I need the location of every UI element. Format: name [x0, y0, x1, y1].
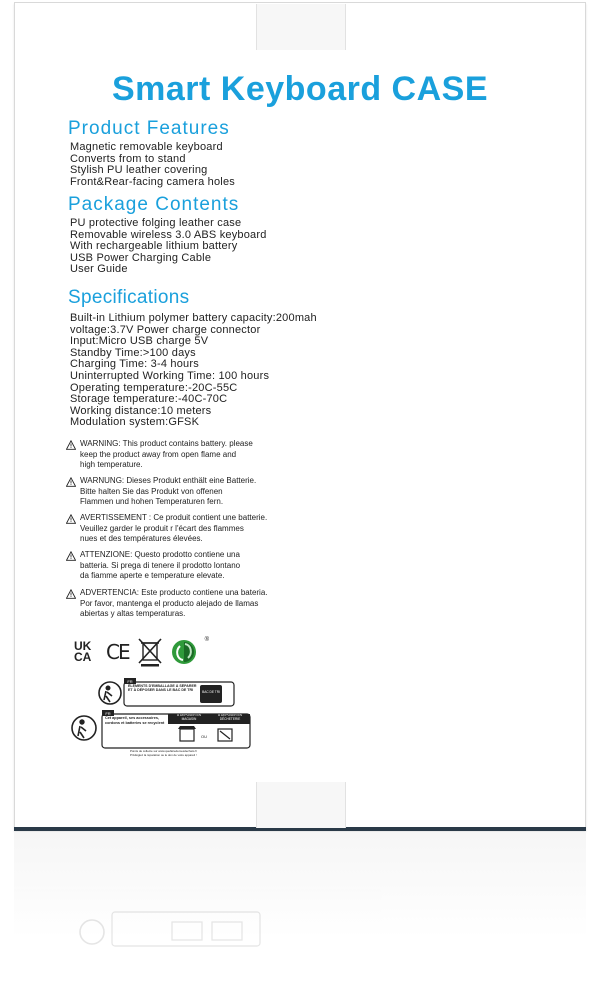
- triman-footer-line: Points de collecte sur www.quefairedemesdechets.fr: [130, 750, 197, 753]
- warning-line: ADVERTENCIA: Este producto contiene una bateria.: [80, 588, 268, 597]
- warning-triangle-icon: [66, 514, 76, 524]
- warning-line: keep the product away from open flame and: [80, 449, 237, 459]
- warning-line: ATTENZIONE: Questo prodotto contiene una: [80, 550, 240, 559]
- triman-icon-top: [99, 682, 121, 704]
- floor-reflection: [14, 832, 586, 983]
- warning-line: abiertas y altas temperaturas.: [80, 609, 186, 619]
- feature-item: Magnetic removable keyboard: [70, 141, 223, 153]
- spec-item: Working distance:10 meters: [70, 404, 212, 417]
- feature-item: Stylish PU leather covering: [70, 164, 208, 177]
- specs-list: [70, 313, 317, 429]
- triman-footer: [130, 750, 252, 757]
- warning-fr: [66, 513, 296, 545]
- ukca-bottom-text: CA: [74, 650, 92, 664]
- contents-item: User Guide: [70, 263, 128, 276]
- bin-label: BAC DE TRI: [202, 690, 220, 694]
- crossed-bin-icon: [137, 637, 163, 667]
- warning-de: [66, 476, 296, 508]
- contents-item: Removable wireless 3.0 ABS keyboard: [70, 228, 267, 241]
- spec-item: Standby Time:>100 days: [70, 346, 196, 359]
- box-top-tab: [256, 4, 346, 50]
- warning-it: [66, 550, 296, 582]
- spec-item: Modulation system:GFSK: [70, 416, 200, 429]
- reflection-ghost-icon: [72, 882, 262, 962]
- triman-footer-line: Privilégiez la réparation ou le don de votre appareil !: [130, 752, 197, 757]
- warning-es: [66, 588, 296, 620]
- warning-line: Flammen und hohen Temperaturen fern.: [80, 497, 224, 507]
- spec-item: Built-in Lithium polymer battery capacity:200mah: [70, 312, 317, 324]
- spec-item: voltage:3.7V Power charge connector: [70, 323, 261, 336]
- warning-line: WARNUNG: Dieses Produkt enthält eine Batterie.: [80, 476, 257, 485]
- warning-triangle-icon: [66, 477, 76, 487]
- feature-item: Converts from to stand: [70, 152, 186, 165]
- ukca-top-text: UK: [74, 639, 92, 653]
- contents-item: PU protective folging leather case: [70, 217, 242, 229]
- spec-item: Operating temperature:-20C-55C: [70, 381, 238, 394]
- warning-triangle-icon: [66, 551, 76, 561]
- contents-list: [70, 218, 267, 276]
- fr-tag: FR: [127, 679, 133, 684]
- contents-heading: Package Contents: [68, 194, 240, 215]
- warning-line: Veuillez garder le produit r l'écart des flammes: [80, 523, 244, 533]
- warning-en: [66, 439, 296, 471]
- warning-line: da fiamme aperte e temperature elevate.: [80, 571, 225, 581]
- spec-item: Charging Time: 3-4 hours: [70, 358, 199, 371]
- contents-item: USB Power Charging Cable: [70, 251, 212, 264]
- packaging-text: ÉLÉMENTS D'EMBALLAGE À SÉPARER ET À DÉPOSER DANS LE BAC DE TRI: [128, 684, 197, 693]
- dump-text: À DÉPOSER EN DÉCHETERIE: [218, 714, 242, 721]
- warning-line: high temperature.: [80, 460, 143, 470]
- warning-line: Por favor, mantenga el producto alejado de llamas: [80, 598, 259, 608]
- features-heading: Product Features: [68, 118, 230, 139]
- triman-icon-bottom: [72, 716, 96, 740]
- specs-heading: Specifications: [68, 287, 190, 308]
- certification-logos: [74, 637, 209, 667]
- warning-line: Bitte halten Sie das Produkt von offenen: [80, 486, 223, 496]
- spec-item: Input:Micro USB charge 5V: [70, 335, 209, 348]
- device-text: Cet appareil, ses accessoires, cordons et batteries se recyclent: [105, 716, 165, 725]
- contents-item: With rechargeable lithium battery: [70, 240, 238, 253]
- spec-item: Uninterrupted Working Time: 100 hours: [70, 369, 270, 382]
- ce-mark: CE: [106, 640, 129, 664]
- ukca-mark: [74, 641, 98, 663]
- warning-line: batteria. Si prega di tenere il prodotto lontano: [80, 560, 241, 570]
- registered-icon: ®: [204, 637, 210, 643]
- warning-line: WARNING: This product contains battery. please: [80, 439, 253, 448]
- fr-tag: FR: [105, 711, 111, 716]
- feature-item: Front&Rear-facing camera holes: [70, 175, 235, 188]
- features-list: [70, 142, 235, 188]
- product-title: Smart Keyboard CASE: [111, 70, 489, 108]
- warning-line: AVERTISSEMENT : Ce produit contient une batterie.: [80, 513, 268, 522]
- warning-triangle-icon: [66, 440, 76, 450]
- warning-triangle-icon: [66, 589, 76, 599]
- warning-line: nues et des températures élevées.: [80, 534, 203, 544]
- triman-recycling-label: [70, 676, 252, 762]
- green-dot-recycle-icon: [171, 639, 197, 665]
- store-text: À DÉPOSER EN MAGASIN: [177, 714, 201, 721]
- box-bottom-tab: [256, 782, 346, 828]
- spec-item: Storage temperature:-40C-70C: [70, 393, 228, 406]
- or-text: OU: [201, 734, 207, 739]
